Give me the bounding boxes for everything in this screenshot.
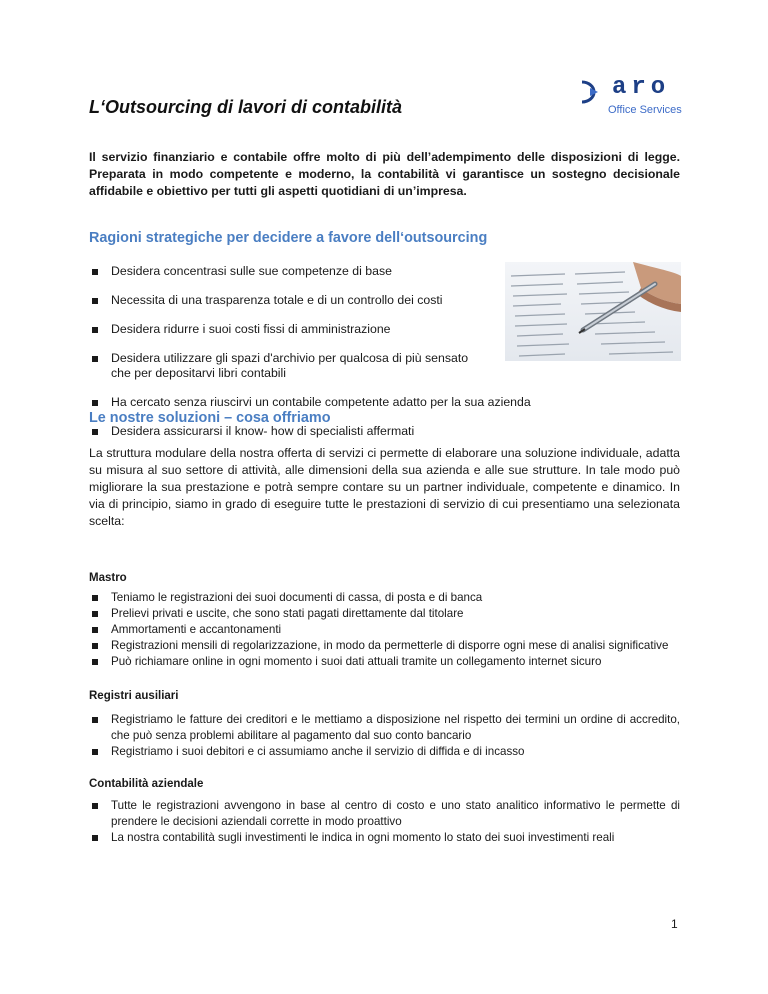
subheading-contabilita: Contabilità aziendale xyxy=(89,778,204,790)
list-item: Prelievi privati e uscite, che sono stati pagati direttamente dal titolare xyxy=(89,606,680,622)
list-item: La nostra contabilità sugli investimenti le indica in ogni momento lo stato dei suoi investimenti reali xyxy=(89,830,680,846)
list-item: Necessita di una trasparenza totale e di un controllo dei costi xyxy=(89,293,689,308)
pen-and-ledger-illustration xyxy=(505,262,681,361)
logo-subtitle: Office Services xyxy=(608,104,682,116)
mastro-list xyxy=(89,590,680,670)
list-item: Teniamo le registrazioni dei suoi documenti di cassa, di posta e di banca xyxy=(89,590,680,606)
accounting-photo xyxy=(505,262,681,361)
contabilita-list xyxy=(89,798,680,846)
subheading-mastro: Mastro xyxy=(89,572,127,584)
logo-arrow-icon xyxy=(578,80,608,104)
list-item: Desidera concentrasi sulle sue competenze di base xyxy=(89,264,689,279)
list-item: Desidera utilizzare gli spazi d'archivio per qualcosa di più sensato che per depositarvi libri contabili xyxy=(89,351,491,381)
solutions-paragraph: La struttura modulare della nostra offerta di servizi ci permette di elaborare una soluzione individuale, adatta su misura al suo settore di attività, alle dimensioni della sua azienda e alle sue strutture. In tale modo può migliorare la sua prestazione e potrà sempre contare su un partner individuale, competente e dinamico. In via di principio, siamo in grado di eseguire tutte le prestazioni di servizio di cui presentiamo una selezionata scelta: xyxy=(89,446,680,528)
company-logo xyxy=(578,74,698,122)
list-item: Registriamo le fatture dei creditori e le mettiamo a disposizione nel rispetto dei termini un ordine di accredito, che può senza problemi abilitare al pagamento dal suo conto bancario xyxy=(89,712,680,744)
section-heading-reasons: Ragioni strategiche per decidere a favore dell‘outsourcing xyxy=(89,230,488,246)
list-item: Ammortamenti e accantonamenti xyxy=(89,622,680,638)
list-item: Tutte le registrazioni avvengono in base al centro di costo e uno stato analitico informativo le permette di prendere le decisioni aziendali corrette in modo proattivo xyxy=(89,798,680,830)
list-item: Ha cercato senza riuscirvi un contabile competente adatto per la sua azienda xyxy=(89,395,689,410)
list-item: Può richiamare online in ogni momento i suoi dati attuali tramite un collegamento internet sicuro xyxy=(89,654,680,670)
list-item: Registrazioni mensili di regolarizzazione, in modo da permetterle di disporre ogni mese di analisi significative xyxy=(89,638,680,654)
page-title: L‘Outsourcing di lavori di contabilità xyxy=(89,97,403,117)
intro-paragraph: Il servizio finanziario e contabile offre molto di più dell’adempimento delle disposizioni di legge. Preparata in modo competente e moderno, la contabilità vi garantisce un sostegno decisionale affidabile e obiettivo per tutti gli aspetti quotidiani di un’impresa. xyxy=(89,150,680,198)
subheading-registri: Registri ausiliari xyxy=(89,690,179,702)
logo-wordmark: aro xyxy=(612,74,671,101)
section-heading-solutions: Le nostre soluzioni – cosa offriamo xyxy=(89,410,331,426)
list-item: Desidera assicurarsi il know- how di specialisti affermati xyxy=(89,424,689,439)
page-number: 1 xyxy=(671,917,678,931)
list-item: Desidera ridurre i suoi costi fissi di amministrazione xyxy=(89,322,689,337)
registri-list xyxy=(89,712,680,760)
list-item: Registriamo i suoi debitori e ci assumiamo anche il servizio di diffida e di incasso xyxy=(89,744,680,760)
